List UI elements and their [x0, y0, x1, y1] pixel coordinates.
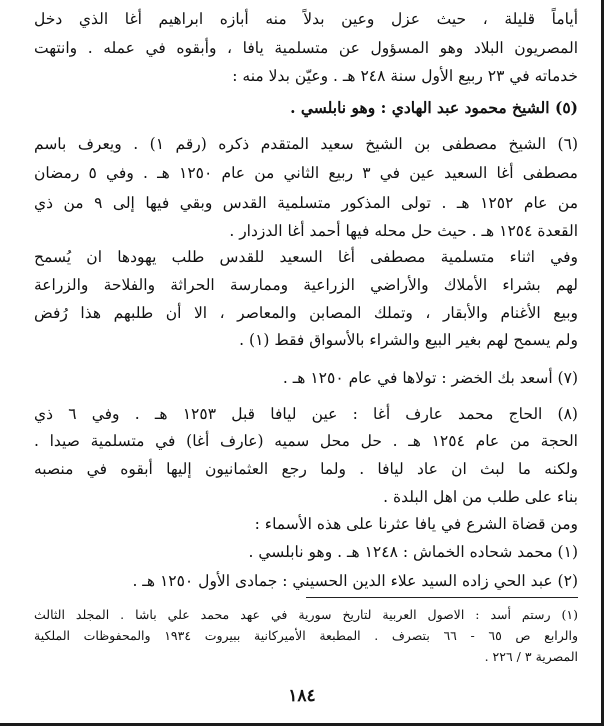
- page-number: ١٨٤: [288, 686, 316, 706]
- text-line: خدماته في ٢٣ ربيع الأول سنة ٢٤٨ هـ . وعيّن بدلا منه :: [232, 67, 578, 85]
- text-line: ولكنه ما لبث ان عاد ليافا . ولما رجع العثمانيون إليها أبقوه في منصبه: [34, 460, 578, 478]
- text-line: المصريون البلاد وهو المسؤول عن متسلمية يافا ، وأبقوه في عمله . وانتهت: [34, 39, 578, 57]
- text-line: (٨) الحاج محمد عارف أغا : عين ليافا قبل ١٢٥٣ هـ . وفي ٦ ذي: [34, 405, 578, 423]
- list-item: (٢) عبد الحي زاده السيد علاء الدين الحسيني : جمادى الأول ١٢٥٠ هـ .: [132, 572, 578, 590]
- text-line: من عام ١٢٥٢ هـ . تولى المذكور متسلمية القدس وبقي فيها إلى ٩ من ذي: [34, 194, 578, 212]
- text-line: بناء على طلب من اهل البلدة .: [383, 488, 578, 506]
- footnote-line: المصرية ٣ / ٢٢٦ .: [484, 649, 578, 664]
- text-line: ولم يسمح لهم بغير البيع والشراء بالأسواق فقط (١) .: [239, 331, 578, 349]
- text-line: وبيع الأغنام والأبقار ، وتملك المصابن والمعاصر ، الا أن طلبهم هذا رُفض: [34, 304, 578, 322]
- text-line: وفي اثناء متسلمية مصطفى أغا السعيد للقدس طلب يهودها ان يُسمح: [34, 248, 578, 266]
- text-line: ومن قضاة الشرع في يافا عثرنا على هذه الأسماء :: [254, 515, 578, 533]
- footnote-line: (١) رستم أسد : الاصول العربية لتاريخ سورية في عهد محمد علي باشا . المجلد الثالث: [34, 607, 578, 622]
- footnote-divider: [306, 597, 578, 598]
- footnote-line: والرابع ص ٦٥ - ٦٦ بتصرف . المطبعة الأميركانية ببيروت ١٩٣٤ والمحفوظات الملكية: [34, 628, 578, 643]
- entry-heading: (٧) أسعد بك الخضر : تولاها في عام ١٢٥٠ هـ .: [282, 369, 578, 387]
- text-line: الحجة من عام ١٢٥٤ هـ . حل محل سميه (عارف أغا) في متسلمية صيدا .: [34, 432, 578, 450]
- list-item: (١) محمد شحاده الخماش : ١٢٤٨ هـ . وهو نابلسي .: [248, 543, 578, 561]
- text-line: أياماً قليلة ، حيث عزل وعين بدلاً منه أبازه ابراهيم أغا الذي دخل: [34, 10, 578, 28]
- text-line: (٦) الشيخ مصطفى بن الشيخ سعيد المتقدم ذكره (رقم ١) . ويعرف باسم: [34, 135, 578, 153]
- text-line: مصطفى أغا السعيد عين في ٣ ربيع الثاني من عام ١٢٥٠ هـ . وفي ٥ رمضان: [34, 164, 578, 182]
- entry-heading: (٥) الشيخ محمود عبد الهادي : وهو نابلسي .: [290, 98, 578, 117]
- text-line: القعدة ١٢٥٤ هـ . حيث حل محله فيها أحمد أغا الدزدار .: [229, 222, 578, 240]
- text-line: لهم بشراء الأملاك والأراضي الزراعية وممارسة الحراثة والفلاحة والزراعة: [34, 276, 578, 294]
